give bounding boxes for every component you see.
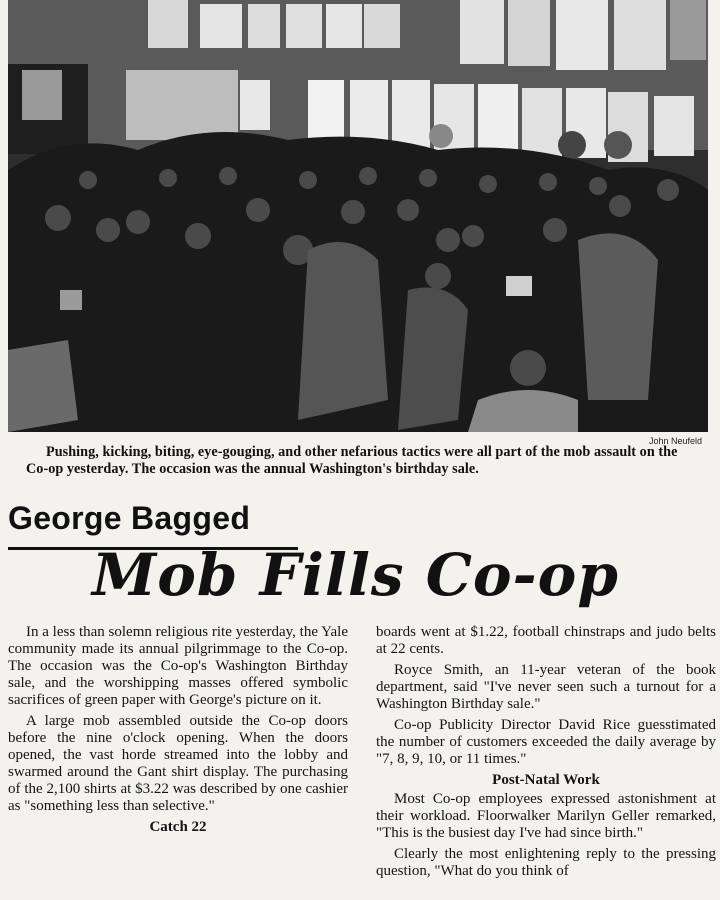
paragraph: boards went at $1.22, football chinstraps and judo belts at 22 cents. (376, 624, 716, 657)
paragraph: Royce Smith, an 11-year veteran of the book department, said "I've never seen such a turnout for a Washington Birthday sale." (376, 662, 716, 712)
paragraph: A large mob assembled outside the Co-op doors before the nine o'clock opening. When the doors opened, the vast horde streamed into the lobby and swarmed around the Gant shirt display. The purchasing of the 2,100 shirts at $3.22 was described by one cashier as "something less than selective." (8, 713, 348, 814)
article-column-left (8, 624, 348, 900)
subheading: Post-Natal Work (492, 772, 600, 788)
main-headline: Mob Fills Co-op (92, 541, 619, 609)
kicker-headline: George Bagged (8, 500, 251, 536)
paragraph: Co-op Publicity Director David Rice guesstimated the number of customers exceeded the daily average by "7, 8, 9, 10, or 11 times." (376, 717, 716, 767)
crowd-photo (8, 0, 708, 432)
paragraph: Most Co-op employees expressed astonishment at their workload. Floorwalker Marilyn Geller remarked, "This is the busiest day I've had since birth." (376, 791, 716, 841)
paragraph: In a less than solemn religious rite yesterday, the Yale community made its annual pilgrimmage to the Co-op. The occasion was the Co-op's Washington Birthday sale, and the worshipping masses offered symbolic sacrifices of green paper with George's picture on it. (8, 624, 348, 708)
photo-credit: John Neufeld (648, 436, 702, 446)
paragraph: Clearly the most enlightening reply to the pressing question, "What do you think of (376, 846, 716, 879)
crowd-photo-icon (8, 0, 708, 432)
article-column-right (376, 624, 716, 900)
subheading: Catch 22 (149, 819, 207, 835)
photo-caption: Pushing, kicking, biting, eye-gouging, and other nefarious tactics were all part of the mob assault on the Co-op yesterday. The occasion was the annual Washington's birthday sale. (26, 444, 678, 477)
